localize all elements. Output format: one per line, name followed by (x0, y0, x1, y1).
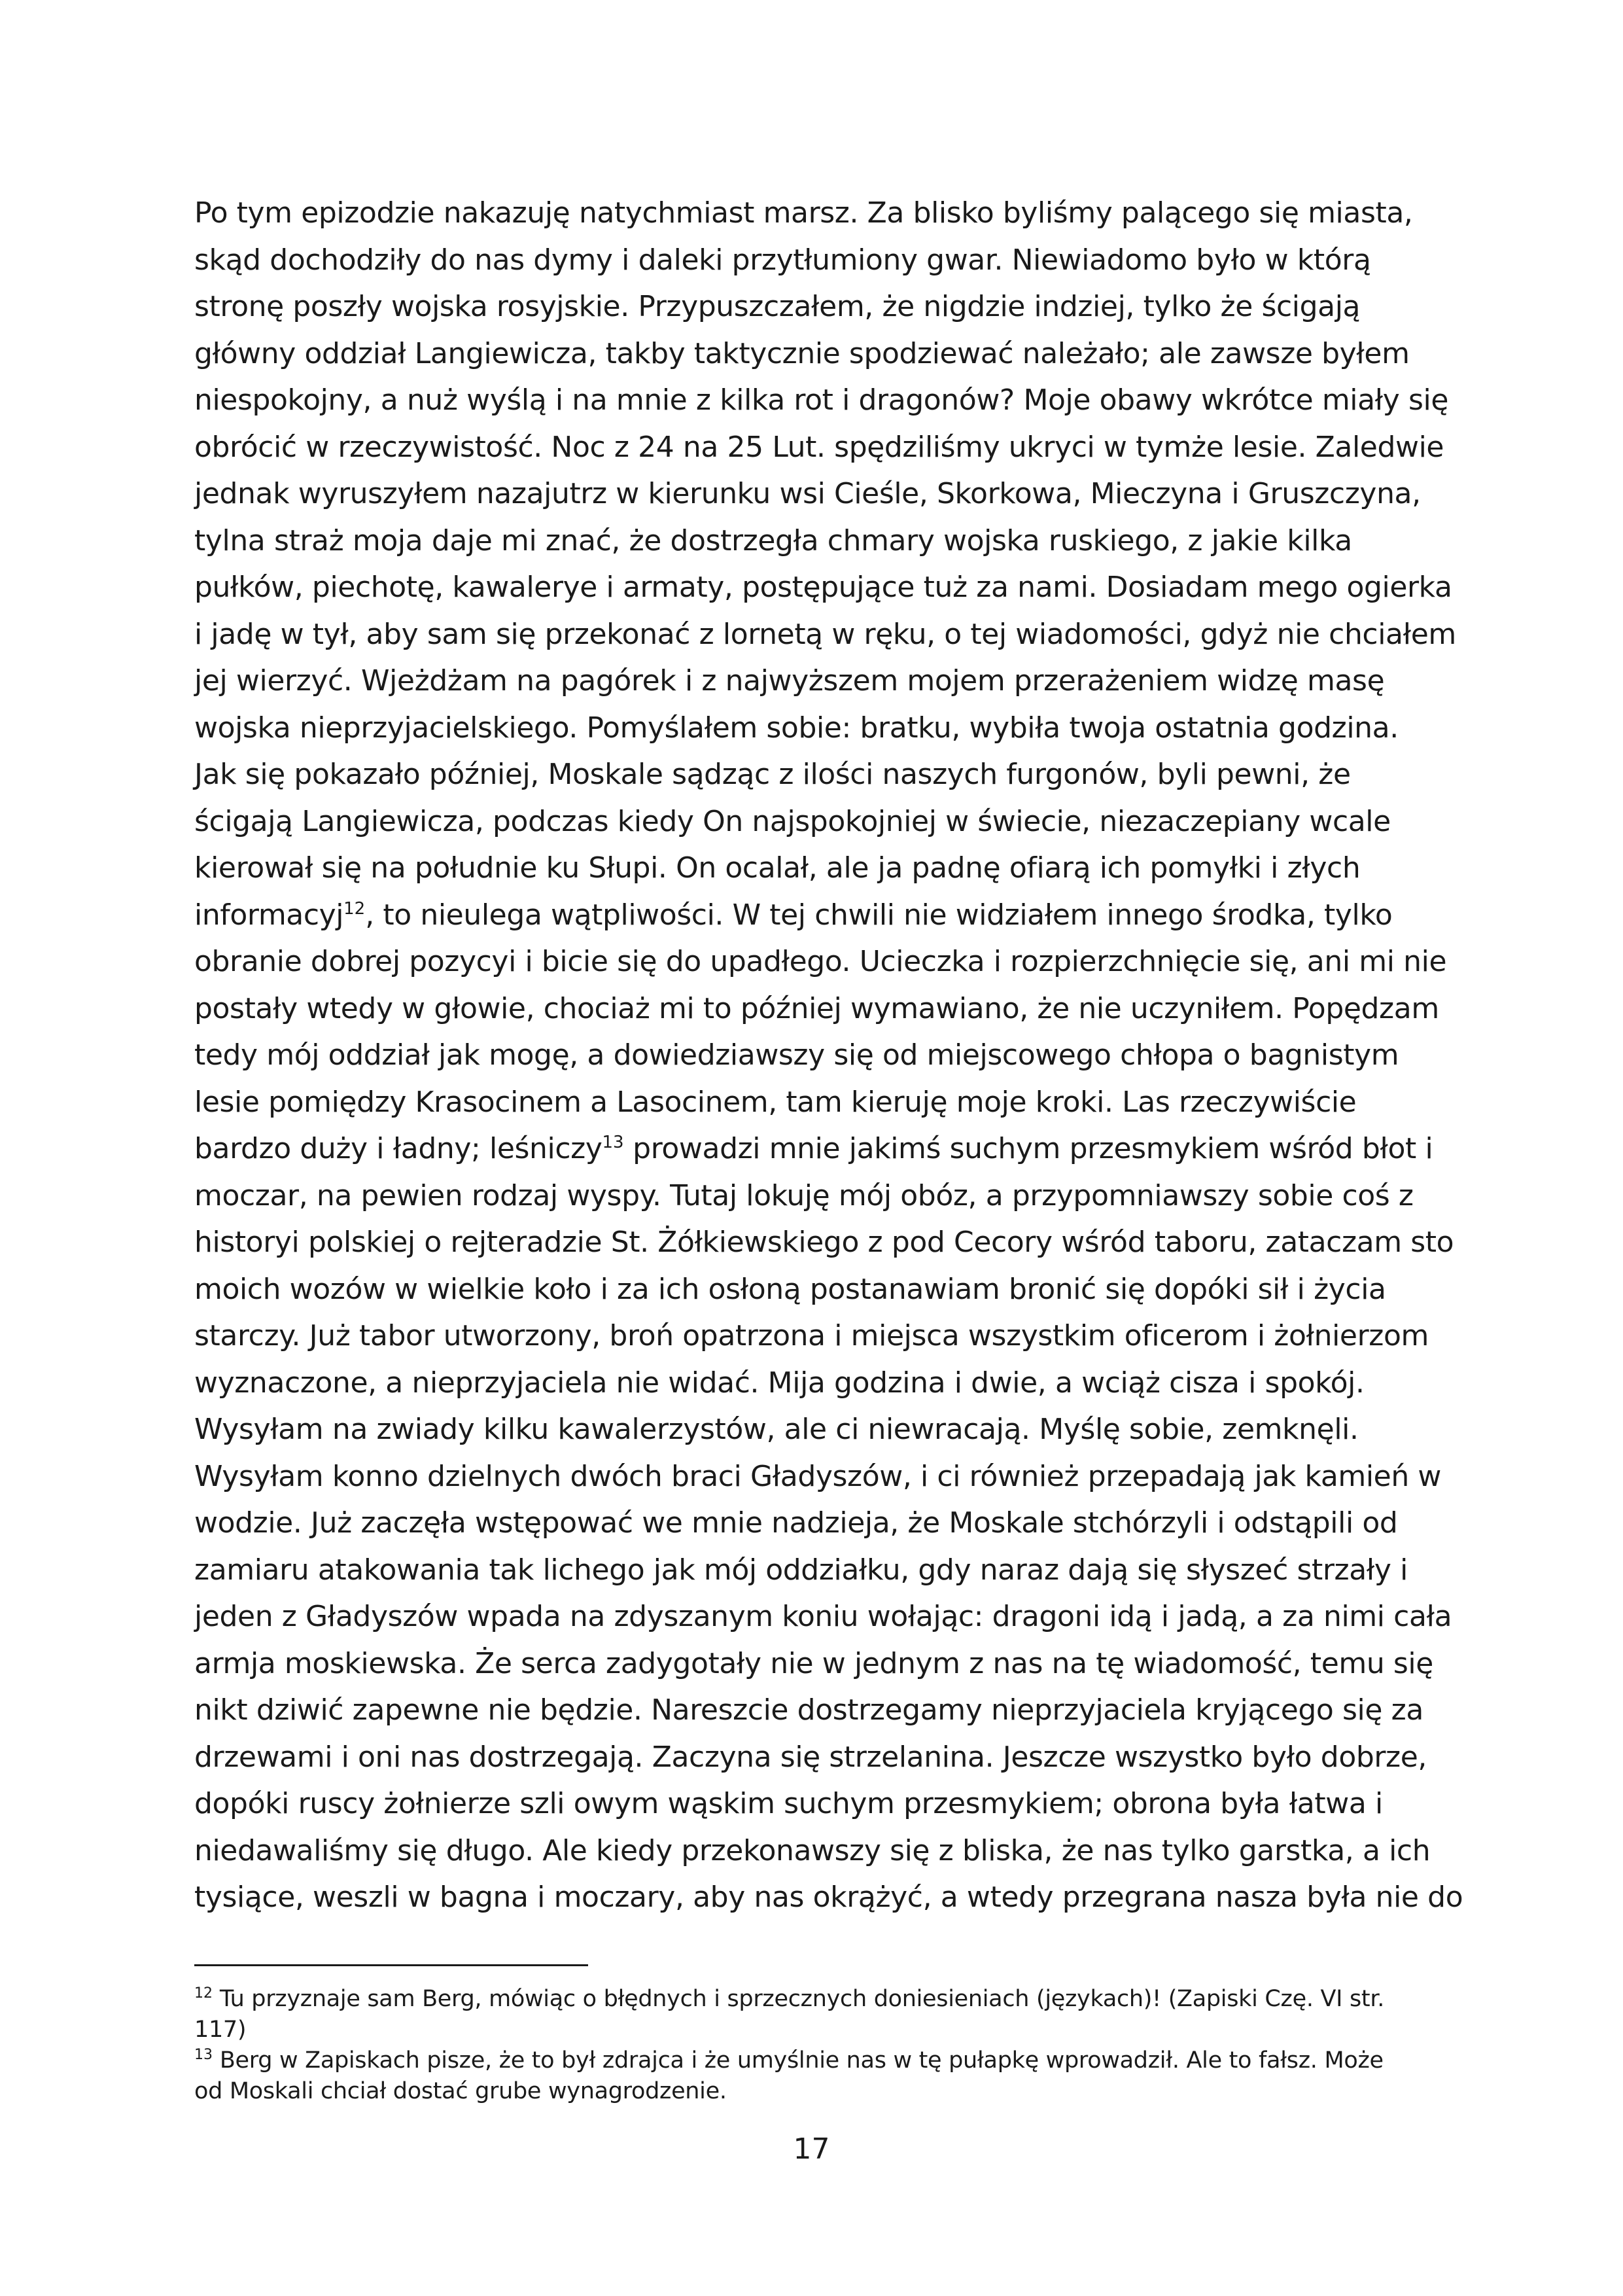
text-line: stronę poszły wojska rosyjskie. Przypuszczałem, że nigdzie indziej, tylko że ścigają (194, 290, 1361, 323)
text-line: obrócić w rzeczywistość. Noc z 24 na 25 Lut. spędziliśmy ukryci w tymże lesie. Zaledwie (194, 430, 1444, 464)
footnote-number: 13 (194, 2047, 213, 2063)
text-line: kierował się na południe ku Słupi. On ocalał, ale ja padnę ofiarą ich pomyłki i złych (194, 851, 1361, 885)
text-line: pułków, piechotę, kawalerye i armaty, postępujące tuż za nami. Dosiadam mego ogierka (194, 571, 1452, 604)
footnote-12 (194, 1984, 1450, 2015)
text-line: wyznaczone, a nieprzyjaciela nie widać. Mija godzina i dwie, a wciąż cisza i spokój. (194, 1366, 1365, 1400)
text-line: ścigają Langiewicza, podczas kiedy On najspokojniej w świecie, niezaczepiany wcale (194, 804, 1391, 838)
text-line: tylna straż moja daje mi znać, że dostrzegła chmary wojska ruskiego, z jakie kilka (194, 523, 1352, 557)
text-line: Po tym epizodzie nakazuję natychmiast marsz. Za blisko byliśmy palącego się miasta, (194, 196, 1413, 230)
text-line: główny oddział Langiewicza, takby taktycznie spodziewać należało; ale zawsze byłem (194, 336, 1410, 370)
text-line: skąd dochodziły do nas dymy i daleki przytłumiony gwar. Niewiadomo było w którą (194, 243, 1371, 277)
text-line: armja moskiewska. Że serca zadygotały nie w jednym z nas na tę wiadomość, temu się (194, 1646, 1433, 1680)
body-text (194, 190, 1463, 1921)
text-line-with-footnote-ref (194, 892, 1450, 939)
footnote-text: Berg w Zapiskach pisze, że to był zdrajca i że umyślnie nas w tę pułapkę wprowadził. Ale to fałsz. Może (219, 2047, 1384, 2074)
text-line: obranie dobrej pozycyi i bicie się do upadłego. Ucieczka i rozpierzchnięcie się, ani mi nie (194, 945, 1447, 978)
text-line: wojska nieprzyjacielskiego. Pomyślałem sobie: bratku, wybiła twoja ostatnia godzina. (194, 711, 1399, 745)
footnote-reference-12[interactable]: 12 (343, 898, 366, 919)
text-line: i jadę w tył, aby sam się przekonać z lornetą w ręku, o tej wiadomości, gdyż nie chciałem (194, 617, 1456, 651)
footnote-13 (194, 2045, 1450, 2076)
text-line: moich wozów w wielkie koło i za ich osłoną postanawiam bronić się dopóki sił i życia (194, 1272, 1386, 1306)
text-line: dopóki ruscy żołnierze szli owym wąskim suchym przesmykiem; obrona była łatwa i (194, 1787, 1383, 1820)
text-segment: bardzo duży i ładny; leśniczy (194, 1132, 602, 1165)
footnote-text: od Moskali chciał dostać grube wynagrodzenie. (194, 2078, 727, 2104)
text-line: wodzie. Już zaczęła wstępować we mnie nadzieja, że Moskale stchórzyli i odstąpili od (194, 1506, 1398, 1540)
text-line: Jak się pokazało później, Moskale sądząc z ilości naszych furgonów, byli pewni, że (194, 758, 1351, 791)
text-line: historyi polskiej o rejteradzie St. Żółkiewskiego z pod Cecory wśród taboru, zataczam sto (194, 1226, 1454, 1259)
footnote-text: 117) (194, 2017, 247, 2043)
text-line: drzewami i oni nas dostrzegają. Zaczyna się strzelanina. Jeszcze wszystko było dobrze, (194, 1740, 1427, 1774)
text-line: jeden z Gładyszów wpada na zdyszanym koniu wołając: dragoni idą i jadą, a za nimi cała (194, 1600, 1452, 1633)
footnote-number: 12 (194, 1985, 213, 2002)
text-line: tedy mój oddział jak mogę, a dowiedziawszy się od miejscowego chłopa o bagnistym (194, 1038, 1399, 1072)
text-line: zamiaru atakowania tak lichego jak mój oddziałku, gdy naraz dają się słyszeć strzały i (194, 1553, 1408, 1587)
text-line: postały wtedy w głowie, chociaż mi to później wymawiano, że nie uczyniłem. Popędzam (194, 991, 1439, 1025)
text-line: Wysyłam konno dzielnych dwóch braci Gładyszów, i ci również przepadają jak kamień w (194, 1459, 1442, 1493)
text-line: nikt dziwić zapewne nie będzie. Nareszcie dostrzegamy nieprzyjaciela kryjącego się za (194, 1693, 1423, 1727)
text-line: niedawaliśmy się długo. Ale kiedy przekonawszy się z bliska, że nas tylko garstka, a ich (194, 1833, 1431, 1867)
text-line: moczar, na pewien rodzaj wyspy. Tutaj lokuję mój obóz, a przypomniawszy sobie coś z (194, 1178, 1414, 1212)
footnote-separator (194, 1964, 588, 1966)
text-line: starczy. Już tabor utworzony, broń opatrzona i miejsca wszystkim oficerom i żołnierzom (194, 1319, 1429, 1352)
text-segment: , to nieulega wątpliwości. W tej chwili nie widziałem innego środka, tylko (365, 898, 1393, 932)
text-line: lesie pomiędzy Krasocinem a Lasocinem, tam kieruję moje kroki. Las rzeczywiście (194, 1085, 1357, 1119)
footnote-reference-13[interactable]: 13 (602, 1133, 624, 1152)
text-line-with-footnote-ref (194, 1125, 1450, 1173)
text-line: Wysyłam na zwiady kilku kawalerzystów, ale ci niewracają. Myślę sobie, zemknęli. (194, 1413, 1359, 1446)
text-segment: prowadzi mnie jakimś suchym przesmykiem wśród błot i (623, 1132, 1433, 1165)
text-line: niespokojny, a nuż wyślą i na mnie z kilka rot i dragonów? Moje obawy wkrótce miały się (194, 383, 1449, 417)
text-segment: informacyj (194, 898, 344, 932)
footnotes (194, 1984, 1450, 2107)
text-line: jej wierzyć. Wjeżdżam na pagórek i z najwyższem mojem przerażeniem widzę masę (194, 664, 1385, 698)
text-line: tysiące, weszli w bagna i moczary, aby nas okrążyć, a wtedy przegrana nasza była nie do (194, 1881, 1463, 1914)
page-number: 17 (793, 2132, 830, 2166)
footnote-text: Tu przyznaje sam Berg, mówiąc o błędnych i sprzecznych doniesieniach (językach)! (Zapiski Czę. VI str. (219, 1986, 1385, 2012)
text-line: jednak wyruszyłem nazajutrz w kierunku wsi Cieśle, Skorkowa, Mieczyna i Gruszczyna, (194, 477, 1421, 510)
